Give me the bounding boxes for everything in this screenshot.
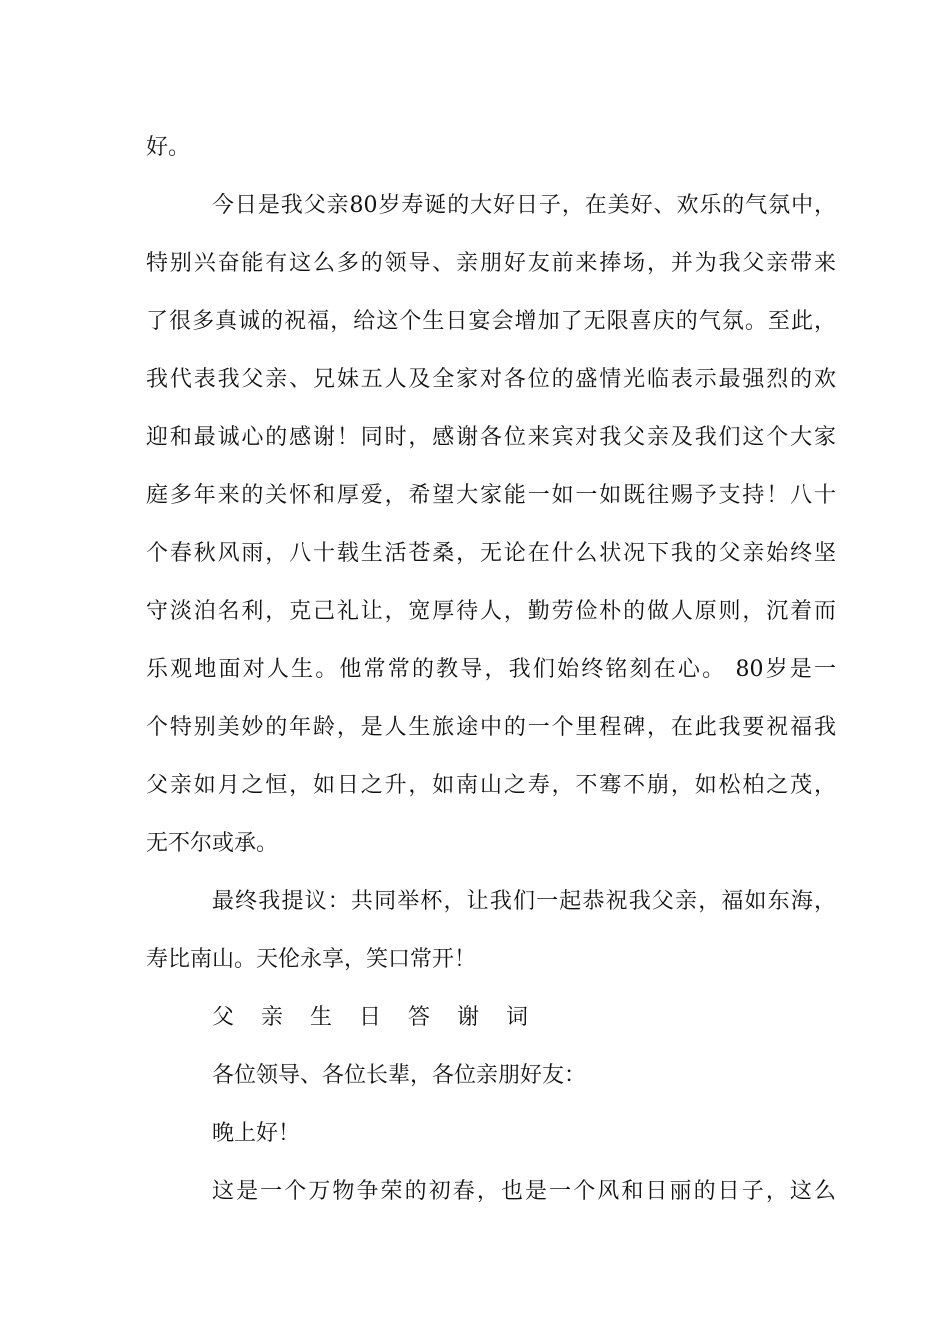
text-line: 我代表我父亲、兄妹五人及全家对各位的盛情光临表示最强烈的欢	[146, 367, 836, 392]
section-title: 父 亲 生 日 答 谢 词	[212, 1005, 538, 1030]
text-line: 特别兴奋能有这么多的领导、亲朋好友前来捧场，并为我父亲带来	[146, 251, 836, 276]
text-line: 乐观地面对人生。他常常的教导，我们始终铭刻在心。 80岁是一	[146, 657, 836, 682]
text-line: 个特别美妙的年龄，是人生旅途中的一个里程碑，在此我要祝福我	[146, 715, 836, 740]
text-line: 父亲如月之恒，如日之升，如南山之寿，不骞不崩，如松柏之茂，	[146, 773, 836, 798]
text-line: 迎和最诚心的感谢！同时，感谢各位来宾对我父亲及我们这个大家	[146, 425, 836, 450]
text-line: 无不尔或承。	[146, 831, 279, 856]
greeting-line: 晚上好！	[212, 1121, 301, 1146]
paragraph-start-line: 今日是我父亲80岁寿诞的大好日子，在美好、欢乐的气氛中，	[212, 193, 836, 218]
text-line: 个春秋风雨，八十载生活苍桑，无论在什么状况下我的父亲始终坚	[146, 541, 836, 566]
text-line: 寿比南山。天伦永享，笑口常开！	[146, 947, 477, 972]
text-line: 守淡泊名利，克己礼让，宽厚待人，勤劳俭朴的做人原则，沉着而	[146, 599, 836, 624]
text-line: 庭多年来的关怀和厚爱，希望大家能一如一如既往赐予支持！八十	[146, 483, 836, 508]
text-line: 了很多真诚的祝福，给这个生日宴会增加了无限喜庆的气氛。至此，	[146, 309, 836, 334]
text-line: 好。	[146, 135, 191, 160]
paragraph-start-line: 最终我提议：共同举杯，让我们一起恭祝我父亲，福如东海，	[212, 889, 836, 914]
salutation-line: 各位领导、各位长辈，各位亲朋好友：	[212, 1063, 587, 1088]
paragraph-start-line: 这是一个万物争荣的初春，也是一个风和日丽的日子，这么	[212, 1179, 836, 1204]
